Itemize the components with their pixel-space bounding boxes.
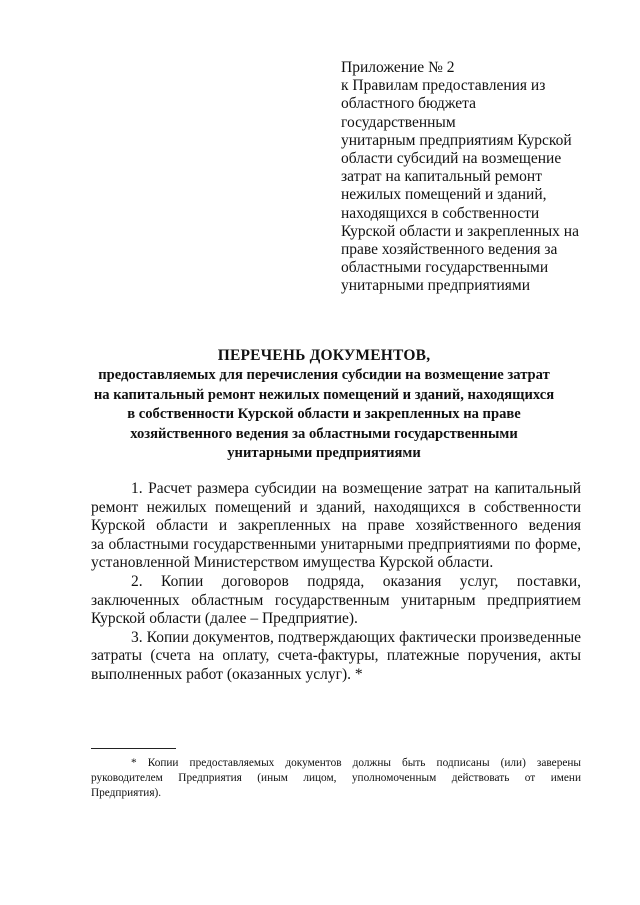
appendix-line: областного бюджета	[341, 95, 476, 113]
paragraph-line: ремонт нежилых помещений и зданий, находящихся в собственности	[91, 498, 581, 516]
list-item-3	[91, 629, 581, 685]
title-subline: предоставляемых для перечисления субсидии на возмещение затрат	[98, 367, 550, 383]
footnote-line: Предприятия).	[91, 787, 162, 799]
paragraph-line: заключенных областным государственным унитарным предприятием	[91, 591, 581, 609]
footnote-line: руководителем Предприятия (иным лицом, уполномоченным действовать от имени	[91, 772, 581, 784]
title-subline: в собственности Курской области и закрепленных на праве	[127, 406, 521, 423]
appendix-block	[341, 59, 591, 296]
footnote	[91, 756, 581, 801]
appendix-line: к Правилам предоставления из	[341, 77, 546, 95]
paragraph-line: 1. Расчет размера субсидии на возмещение затрат на капитальный	[131, 480, 581, 497]
footnote-line: * Копии предоставляемых документов должны быть подписаны (или) заверены	[131, 757, 581, 769]
appendix-line: праве хозяйственного ведения за	[341, 241, 558, 259]
appendix-line: государственным	[341, 113, 456, 131]
appendix-line: унитарным предприятиям Курской	[341, 131, 572, 149]
paragraph-line: 2. Копии договоров подряда, оказания услуг, поставки,	[131, 572, 581, 590]
appendix-line: нежилых помещений и зданий,	[341, 186, 547, 204]
paragraph-line: Курской области и закрепленных на праве хозяйственного ведения	[91, 517, 581, 535]
paragraph-line: установленной Министерством имущества Курской области.	[91, 554, 494, 572]
appendix-line: находящихся в собственности	[341, 204, 540, 222]
appendix-number: Приложение № 2	[341, 59, 455, 76]
document-title	[70, 346, 578, 464]
paragraph-line: Курской области (далее – Предприятие).	[91, 610, 358, 628]
paragraph-line: 3. Копии документов, подтверждающих фактически произведенные	[131, 628, 581, 646]
paragraph-line: за областными государственными унитарными предприятиями по форме,	[91, 535, 581, 553]
appendix-line: Курской области и закрепленных на	[341, 222, 579, 240]
title-subline: унитарными предприятиями	[227, 445, 421, 462]
list-item-2	[91, 573, 581, 629]
title-subline: хозяйственного ведения за областными государственными	[130, 425, 518, 442]
list-item-1	[91, 480, 581, 573]
appendix-line: области субсидий на возмещение	[341, 150, 562, 168]
footnote-separator	[91, 748, 176, 749]
document-body	[91, 480, 581, 685]
paragraph-line: выполненных работ (оказанных услуг). *	[91, 665, 363, 683]
appendix-line: унитарными предприятиями	[341, 277, 530, 295]
paragraph-line: затраты (счета на оплату, счета-фактуры, платежные поручения, акты	[91, 647, 581, 665]
title-main: ПЕРЕЧЕНЬ ДОКУМЕНТОВ,	[217, 347, 431, 364]
title-subline: на капитальный ремонт нежилых помещений и зданий, находящихся	[93, 386, 555, 403]
appendix-line: областными государственными	[341, 259, 549, 277]
appendix-line: затрат на капитальный ремонт	[341, 168, 542, 186]
